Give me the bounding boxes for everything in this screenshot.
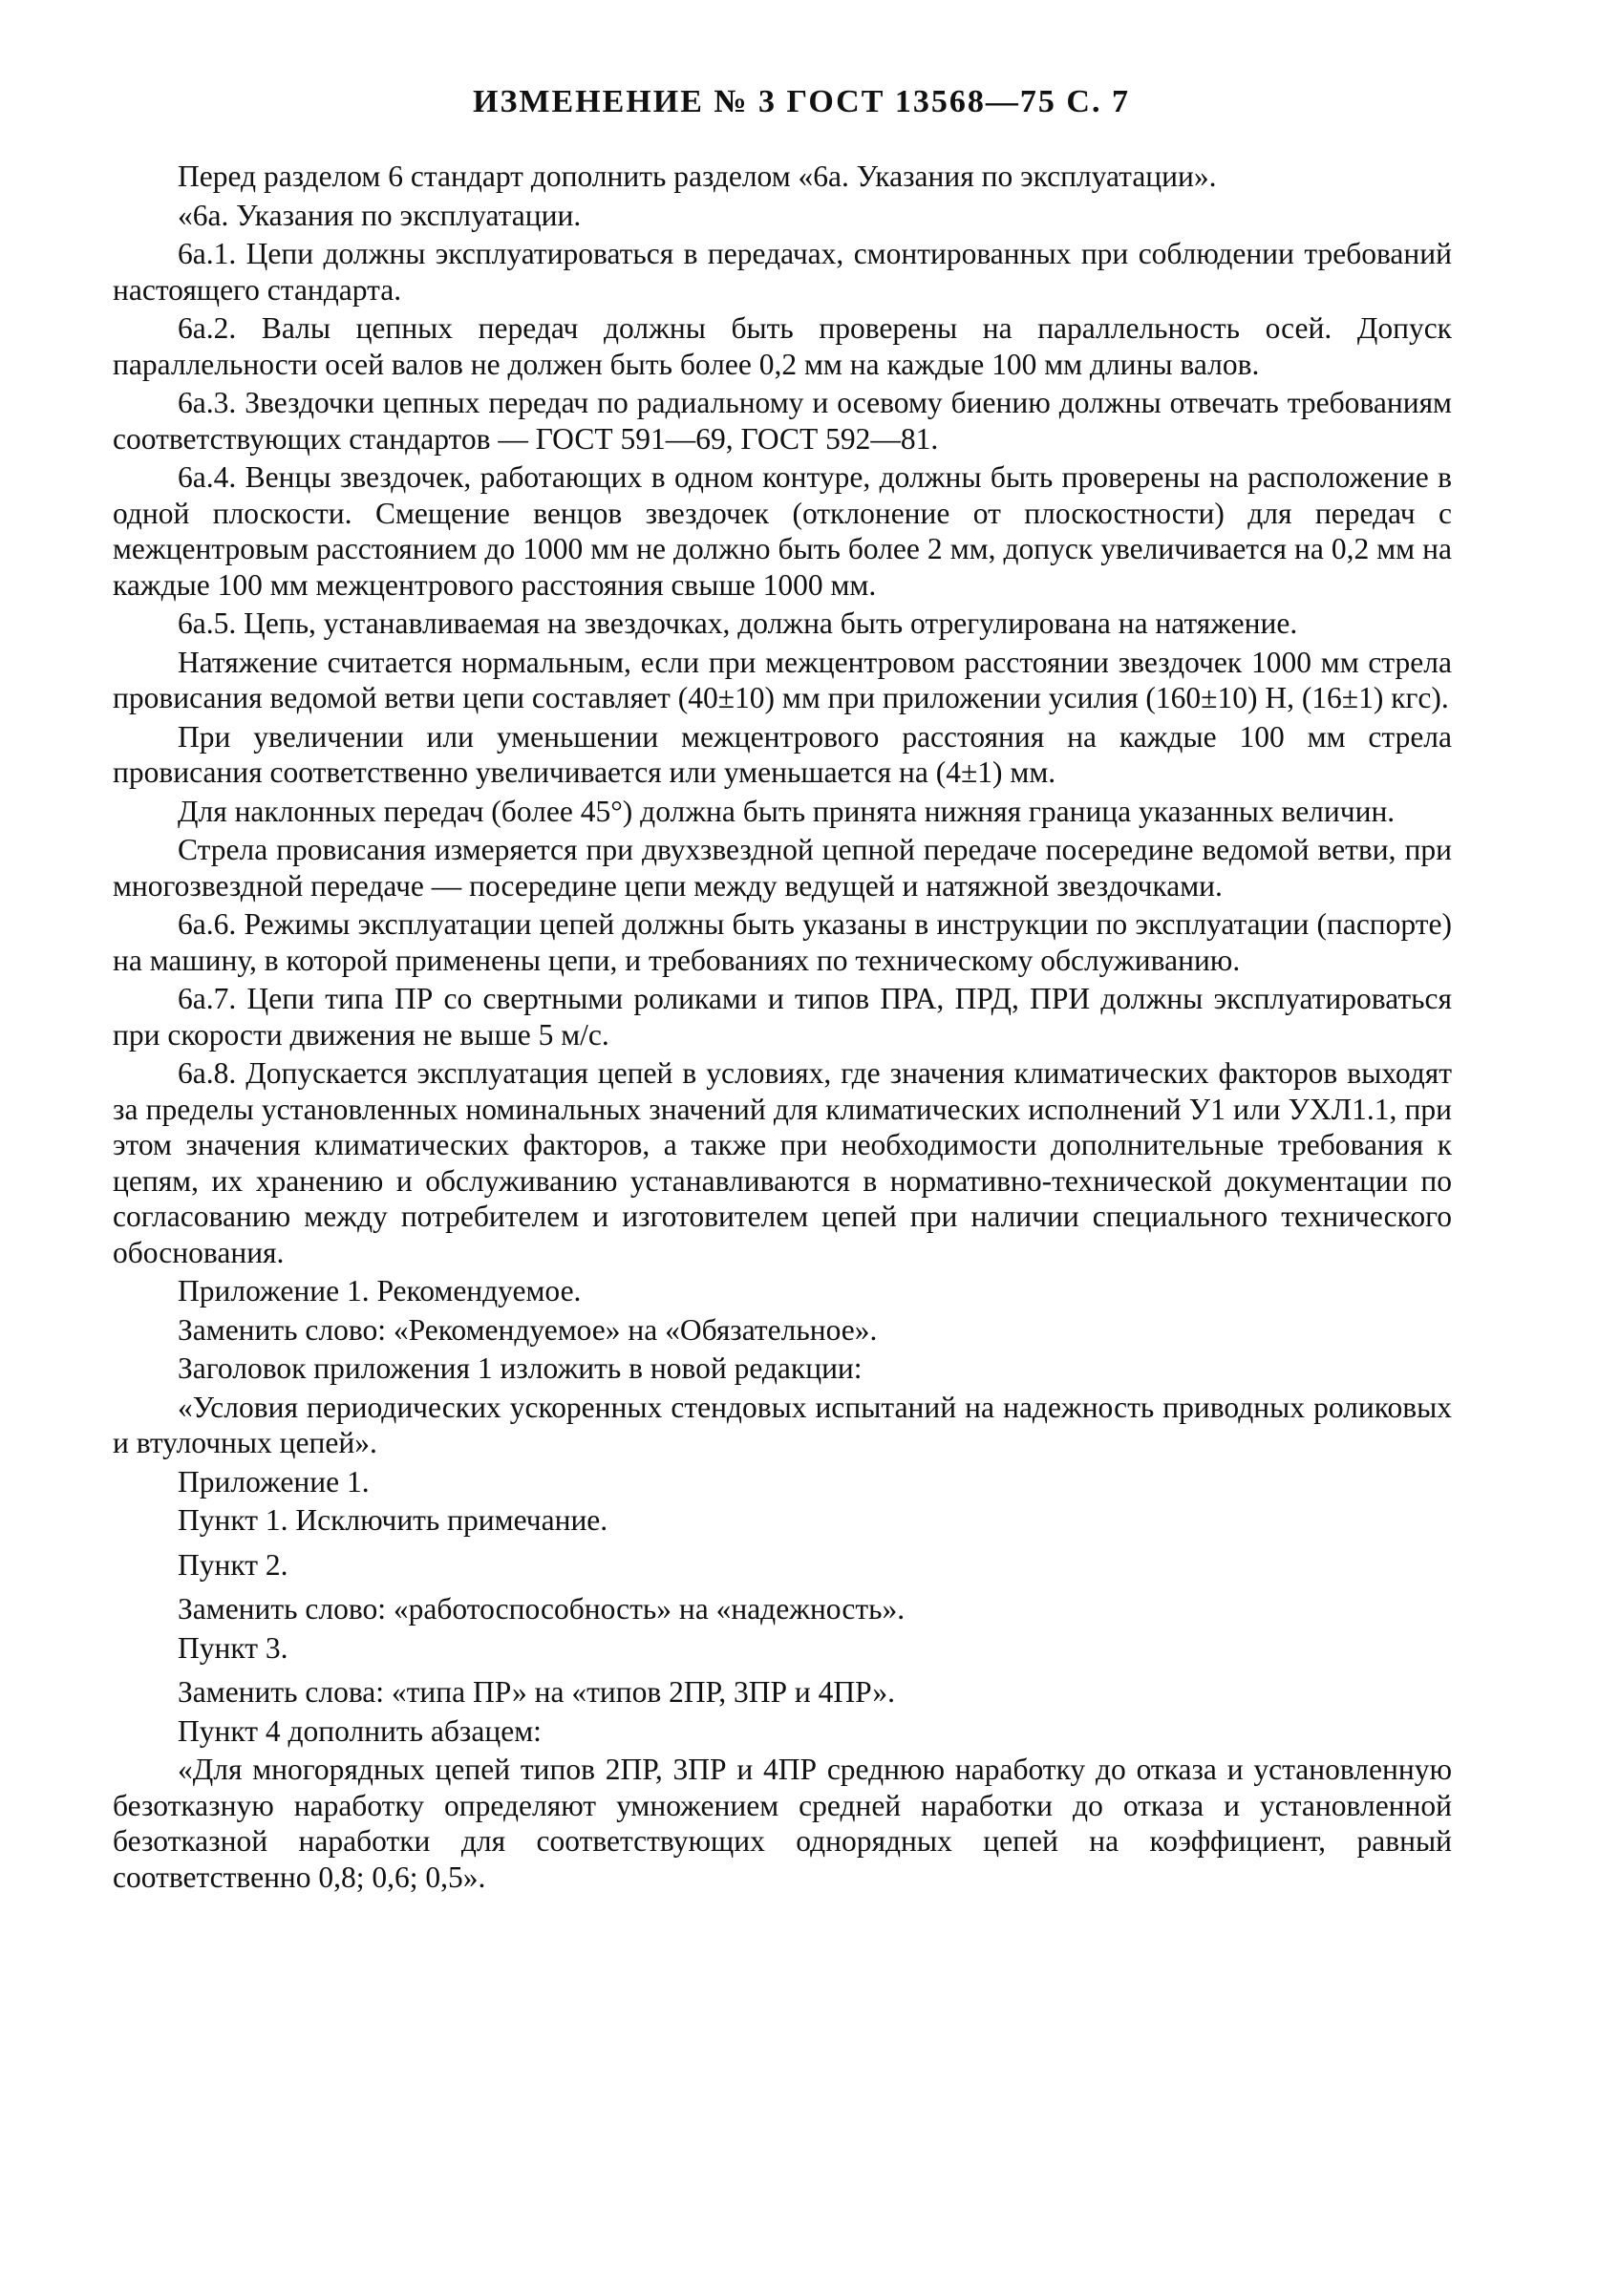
paragraph: 6а.5. Цепь, устанавливаемая на звездочках, должна быть отрегулирована на натяжение. bbox=[178, 606, 1298, 640]
paragraph: 6а.1. Цепи должны эксплуатироваться в передачах, смонтированных при соблюдении требований настоящего стандарта. bbox=[113, 237, 1452, 307]
document-body bbox=[113, 159, 1452, 1895]
paragraph: Заменить слово: «работоспособность» на «надежность». bbox=[178, 1592, 906, 1626]
paragraph: Заменить слова: «типа ПР» на «типов 2ПР, 3ПР и 4ПР». bbox=[178, 1675, 896, 1709]
paragraph: Пункт 1. Исключить примечание. bbox=[178, 1503, 608, 1537]
page-header: ИЗМЕНЕНИЕ № 3 ГОСТ 13568—75 С. 7 bbox=[473, 84, 1130, 119]
paragraph: Пункт 3. bbox=[178, 1630, 288, 1665]
paragraph: 6а.3. Звездочки цепных передач по радиальному и осевому биению должны отвечать требованиям соответствующих стандартов — ГОСТ 591—69, ГОСТ 592—81. bbox=[113, 386, 1452, 456]
paragraph: Для наклонных передач (более 45°) должна быть принята нижняя граница указанных величин. bbox=[178, 794, 1396, 828]
document-page bbox=[113, 84, 1452, 1898]
paragraph: При увеличении или уменьшении межцентрового расстояния на каждые 100 мм стрела провисания соответственно увеличивается или уменьшается на (4±1) мм. bbox=[113, 719, 1452, 789]
paragraph: Заголовок приложения 1 изложить в новой редакции: bbox=[178, 1351, 863, 1385]
paragraph: Натяжение считается нормальным, если при межцентровом расстоянии звездочек 1000 мм стрела провисания ведомой ветви цепи составляет (40±10) мм при приложении усилия (160±10) Н, (16±1) кгс). bbox=[113, 645, 1452, 714]
paragraph: Приложение 1. bbox=[178, 1464, 370, 1499]
paragraph: «Для многорядных цепей типов 2ПР, 3ПР и 4ПР среднюю наработку до отказа и установленную безотказную наработку определяют умножением средней наработки до отказа и установленной безотказной наработки для соответствующих однорядных цепей на коэффициент, равный соответственно 0,8; 0,6; 0,5». bbox=[113, 1753, 1452, 1894]
paragraph: Пункт 2. bbox=[178, 1547, 288, 1582]
paragraph: 6а.7. Цепи типа ПР со свертными роликами и типов ПРА, ПРД, ПРИ должны эксплуатироваться при скорости движения не выше 5 м/с. bbox=[113, 982, 1452, 1052]
paragraph: Пункт 4 дополнить абзацем: bbox=[178, 1713, 542, 1748]
paragraph: 6а.6. Режимы эксплуатации цепей должны быть указаны в инструкции по эксплуатации (паспорте) на машину, в которой применены цепи, и требованиях по техническому обслуживанию. bbox=[113, 907, 1452, 977]
paragraph: «Условия периодических ускоренных стендовых испытаний на надежность приводных роликовых и втулочных цепей». bbox=[113, 1390, 1452, 1459]
paragraph: Перед разделом 6 стандарт дополнить разделом «6а. Указания по эксплуатации». bbox=[178, 159, 1217, 193]
paragraph: 6а.4. Венцы звездочек, работающих в одном контуре, должны быть проверены на расположение в одной плоскости. Смещение венцов звездочек (отклонение от плоскостности) для передач с межцентровым расстоянием до 1000 мм не должно быть более 2 мм, допуск увеличивается на 0,2 мм на каждые 100 мм межцентрового расстояния свыше 1000 мм. bbox=[113, 460, 1452, 602]
paragraph: «6а. Указания по эксплуатации. bbox=[178, 198, 582, 232]
paragraph: Заменить слово: «Рекомендуемое» на «Обязательное». bbox=[178, 1312, 878, 1347]
paragraph: Стрела провисания измеряется при двухзвездной цепной передаче посередине ведомой ветви, при многозвездной передаче — посередине цепи между ведущей и натяжной звездочками. bbox=[113, 833, 1452, 903]
paragraph: 6а.2. Валы цепных передач должны быть проверены на параллельность осей. Допуск параллельности осей валов не должен быть более 0,2 мм на каждые 100 мм длины валов. bbox=[113, 311, 1452, 381]
paragraph: Приложение 1. Рекомендуемое. bbox=[178, 1274, 582, 1307]
paragraph: 6а.8. Допускается эксплуатация цепей в условиях, где значения климатических факторов выходят за пределы установленных номинальных значений для климатических исполнений У1 или УХЛ1.1, при этом значения климатических факторов, а также при необходимости дополнительные требования к цепям, их хранению и обслуживанию устанавливаются в нормативно-технической документации по согласованию между потребителем и изготовителем цепей при наличии специального технического обоснования. bbox=[113, 1056, 1452, 1269]
